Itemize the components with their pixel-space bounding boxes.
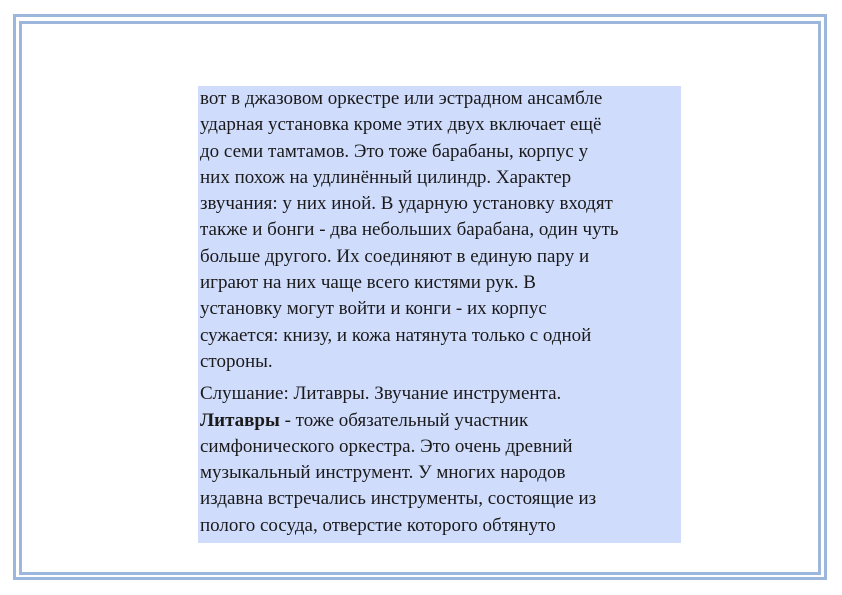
text-line: установку могут войти и конги - их корпус — [200, 298, 547, 320]
text-line: музыкальный инструмент. У многих народов — [200, 462, 566, 484]
text-line: них похож на удлинённый цилиндр. Характер — [200, 166, 572, 188]
text-line: стороны. — [200, 350, 273, 372]
text-line: вот в джазовом оркестре или эстрадном ансамбле — [200, 88, 603, 109]
text-line: издавна встречались инструменты, состоящие из — [200, 488, 597, 510]
text-line: полого сосуда, отверстие которого обтянуто — [200, 514, 556, 536]
text-line: ударная установка кроме этих двух включает ещё — [200, 114, 602, 136]
bold-term-timpani: Литавры — [200, 409, 280, 431]
text-line: играют на них чаще всего кистями рук. В — [200, 272, 536, 294]
text-fragment: - тоже обязательный участник — [279, 409, 529, 431]
text-line: сужается: книзу, и кожа натянута только с одной — [200, 324, 592, 346]
text-line: Слушание: Литавры. Звучание инструмента. — [200, 383, 562, 405]
paragraph-drums — [200, 86, 679, 375]
text-line: звучания: у них иной. В ударную установку входят — [200, 193, 613, 215]
text-line: до семи тамтамов. Это тоже барабаны, корпус у — [200, 140, 589, 162]
text-line: больше другого. Их соединяют в единую пару и — [200, 245, 590, 267]
text-line: симфонического оркестра. Это очень древний — [200, 435, 573, 457]
text-box — [198, 86, 681, 543]
paragraph-timpani — [200, 381, 679, 539]
text-line — [200, 408, 679, 434]
text-line: также и бонги - два небольших барабана, один чуть — [200, 219, 619, 241]
